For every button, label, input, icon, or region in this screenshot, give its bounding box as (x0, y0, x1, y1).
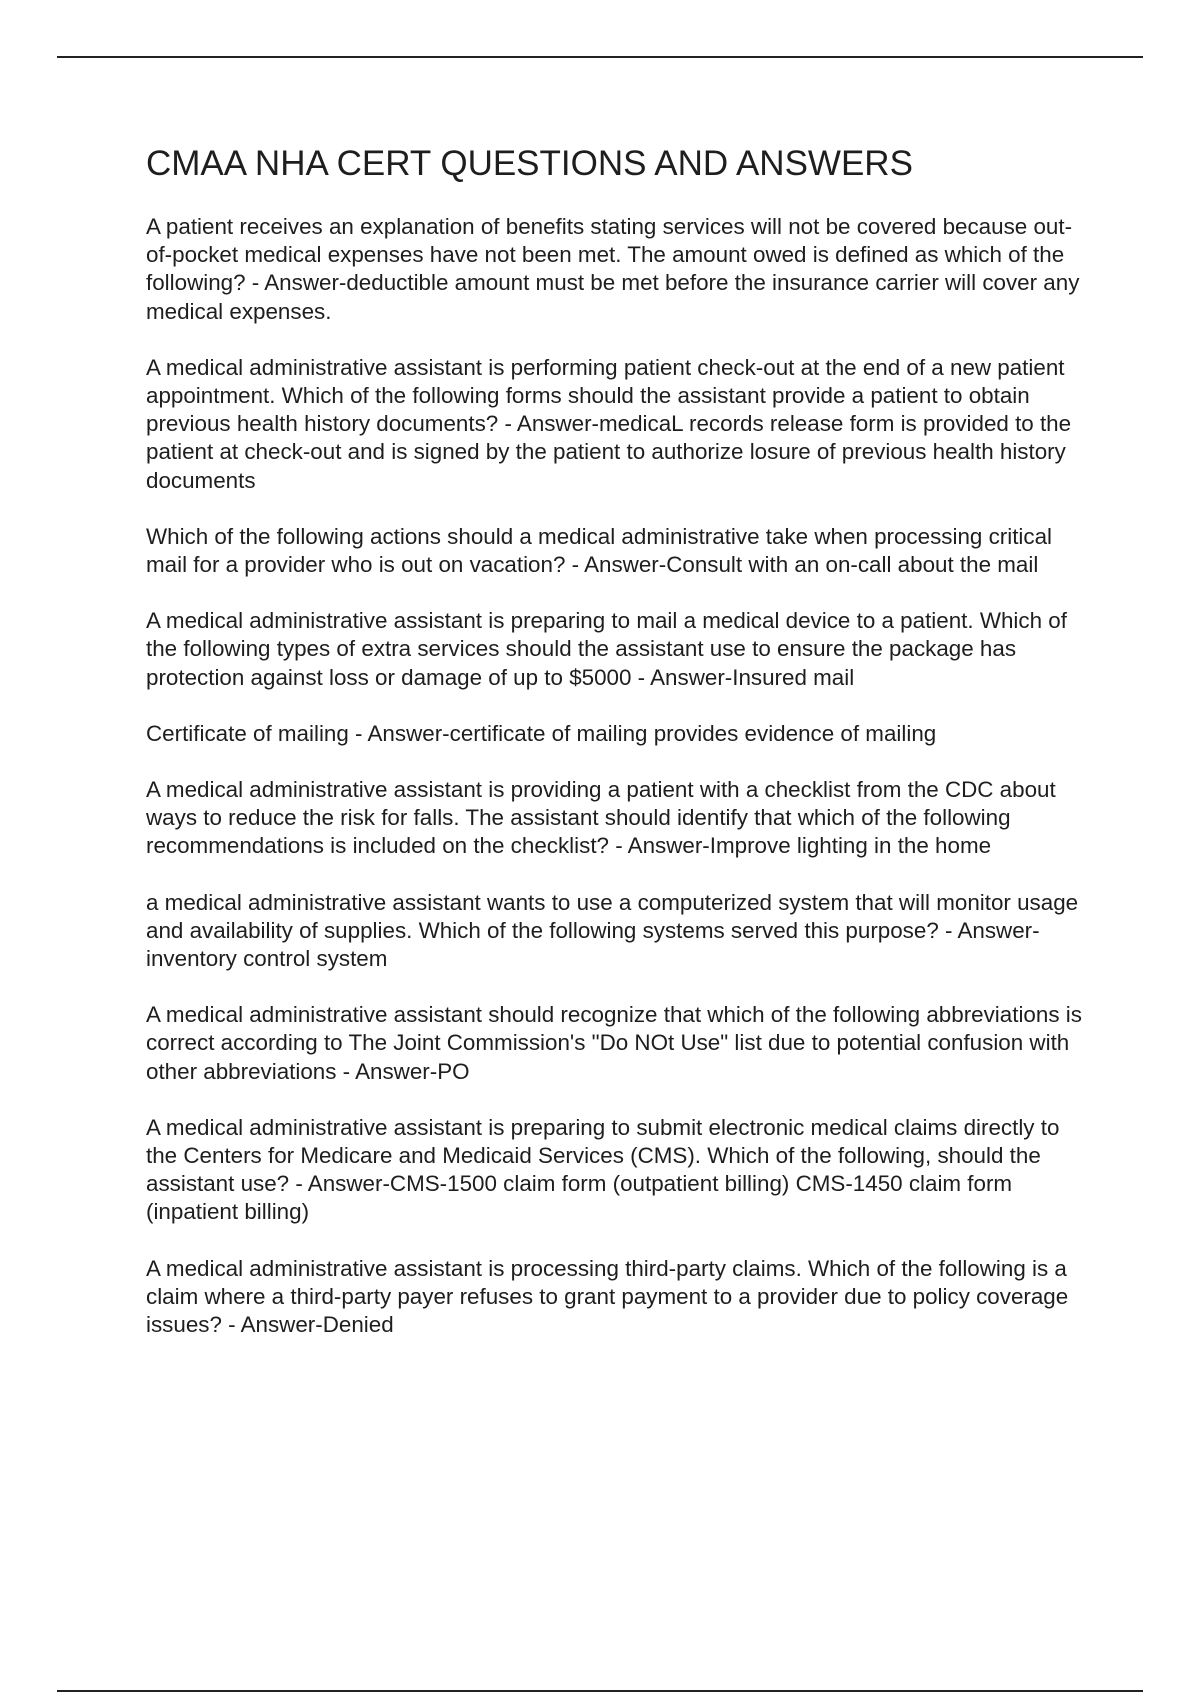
qa-entry: A medical administrative assistant is providing a patient with a checklist from the CDC about ways to reduce the risk for falls. The assistant should identify that which of the following recommendations is included on the checklist? - Answer-Improve lighting in the home (146, 777, 1056, 859)
qa-entry: A medical administrative assistant is preparing to mail a medical device to a patient. Which of the following types of extra services should the assistant use to ensure the package has protection against loss or damage of up to $5000 - Answer-Insured mail (146, 608, 1067, 690)
top-divider (57, 56, 1143, 58)
qa-entry: Certificate of mailing - Answer-certificate of mailing provides evidence of mailing (146, 720, 937, 746)
qa-entry: A patient receives an explanation of benefits stating services will not be covered because out-of-pocket medical expenses have not been met. The amount owed is defined as which of the following? - Answer-deductible amount must be met before the insurance carrier will cover any medical expenses. (146, 214, 1080, 324)
qa-entry: a medical administrative assistant wants to use a computerized system that will monitor usage and availability of supplies. Which of the following systems served this purpose? - Answer-inventory control system (146, 889, 1079, 972)
qa-entry: A medical administrative assistant is processing third-party claims. Which of the following is a claim where a third-party payer refuses to grant payment to a provider due to policy coverage issues? - Answer-Denied (146, 1255, 1069, 1338)
bottom-divider (57, 1690, 1143, 1692)
qa-entry: A medical administrative assistant should recognize that which of the following abbreviations is correct according to The Joint Commission's "Do NOt Use" list due to potential confusion with other abbreviations - Answer-PO (146, 1002, 1082, 1084)
document-body (146, 140, 1096, 1367)
document-title: CMAA NHA CERT QUESTIONS AND ANSWERS (146, 144, 913, 183)
qa-entry: A medical administrative assistant is performing patient check-out at the end of a new patient appointment. Which of the following forms should the assistant provide a patient to obtain previous health history documents? - Answer-medicaL records release form is provided to the patient at check-out and is signed by the patient to authorize losure of previous health history documents (146, 354, 1072, 493)
qa-entry: Which of the following actions should a medical administrative take when processing critical mail for a provider who is out on vacation? - Answer-Consult with an on-call about the mail (146, 523, 1053, 578)
qa-entry: A medical administrative assistant is preparing to submit electronic medical claims directly to the Centers for Medicare and Medicaid Services (CMS). Which of the following, should the assistant use? - Answer-CMS-1500 claim form (outpatient billing) CMS-1450 claim form (inpatient billing) (146, 1114, 1060, 1225)
